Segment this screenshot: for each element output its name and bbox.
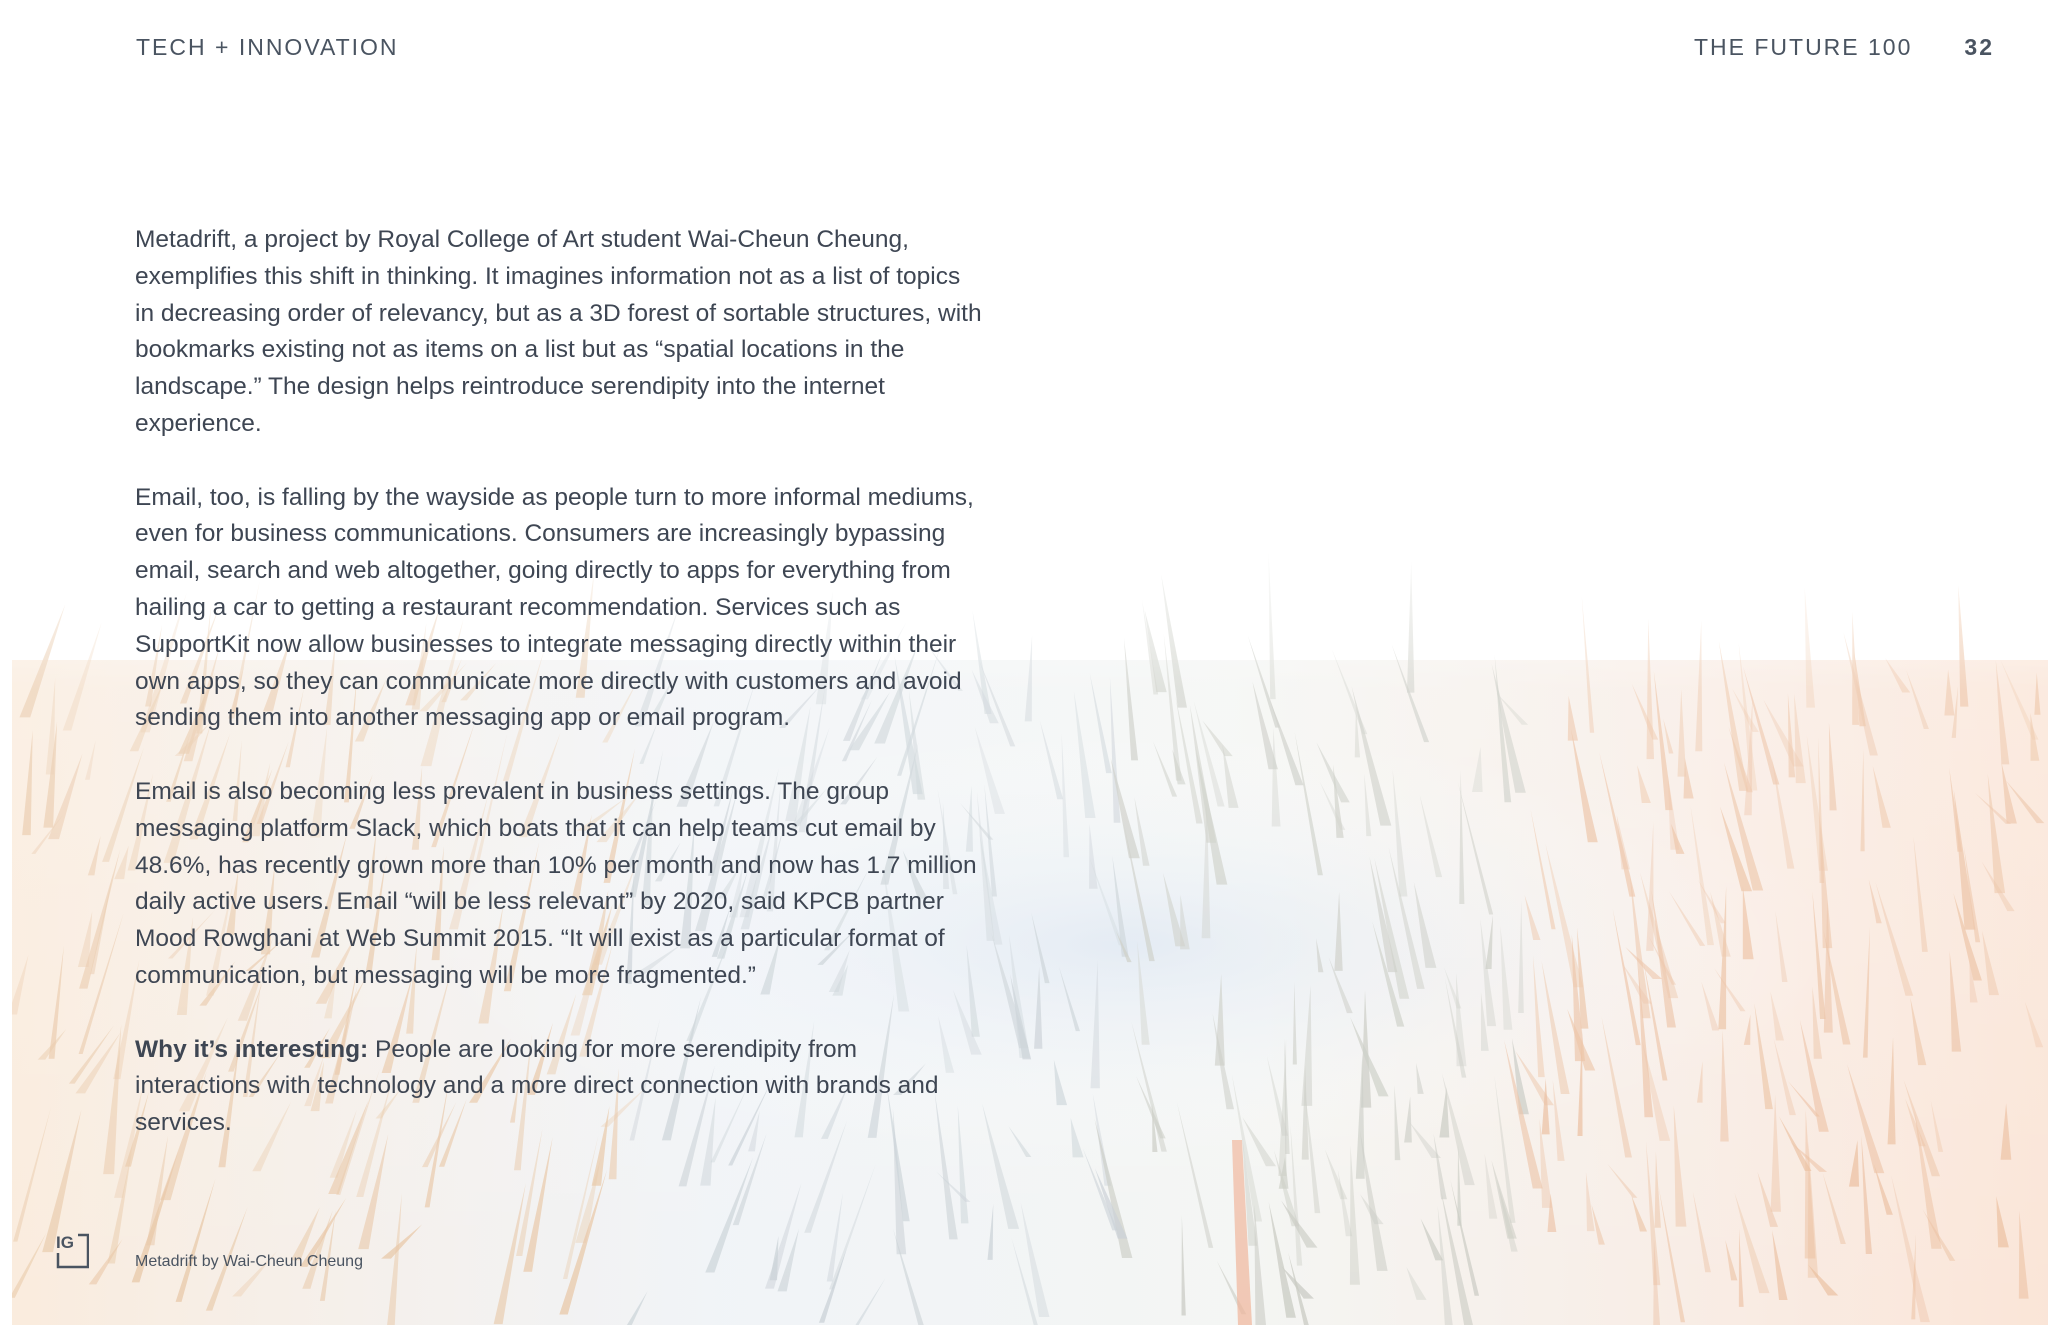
paragraph: Metadrift, a project by Royal College of Art student Wai-Cheun Cheung, exemplifies this shift in thinking. It imagines information not as a list of topics in decreasing order of relevancy, but as a 3D forest of sortable structures, with bookmarks existing not as items on a list but as “spatial locations in the landscape.” The design helps reintroduce serendipity into the internet experience. xyxy=(135,226,982,437)
header-right xyxy=(1694,34,1994,61)
why-interesting-label: Why it’s interesting: xyxy=(135,1035,369,1063)
section-title: TECH + INNOVATION xyxy=(136,34,399,60)
article-body xyxy=(135,222,985,1179)
publication-title: THE FUTURE 100 xyxy=(1693,34,1913,60)
ig-logo-icon xyxy=(56,1233,89,1269)
paragraph: Email is also becoming less prevalent in business settings. The group messaging platform Slack, which boats that it can help teams cut email by 48.6%, has recently grown more than 10% per month and now has 1.7 million daily active users. Email “will be less relevant” by 2020, said KPCB partner Mood Rowghani at Web Summit 2015. “It will exist as a particular format of communication, but messaging will be more fragmented.” xyxy=(135,777,977,989)
svg-text:IG: IG xyxy=(56,1233,74,1252)
why-interesting-paragraph xyxy=(135,1032,985,1142)
image-caption: Metadrift by Wai-Cheun Cheung xyxy=(135,1253,363,1270)
page-number: 32 xyxy=(1964,34,1994,60)
paragraph: Email, too, is falling by the wayside as people turn to more informal mediums, even for business communications. Consumers are increasingly bypassing email, search and web altogether, going directly to apps for everything from hailing a car to getting a restaurant recommendation. Services such as SupportKit now allow businesses to integrate messaging directly within their own apps, so they can communicate more directly with customers and avoid sending them into another messaging app or email program. xyxy=(135,483,974,732)
why-interesting-text: People are looking for more serendipity from interactions with technology and a more direct connection with brands and services. xyxy=(135,1035,939,1137)
